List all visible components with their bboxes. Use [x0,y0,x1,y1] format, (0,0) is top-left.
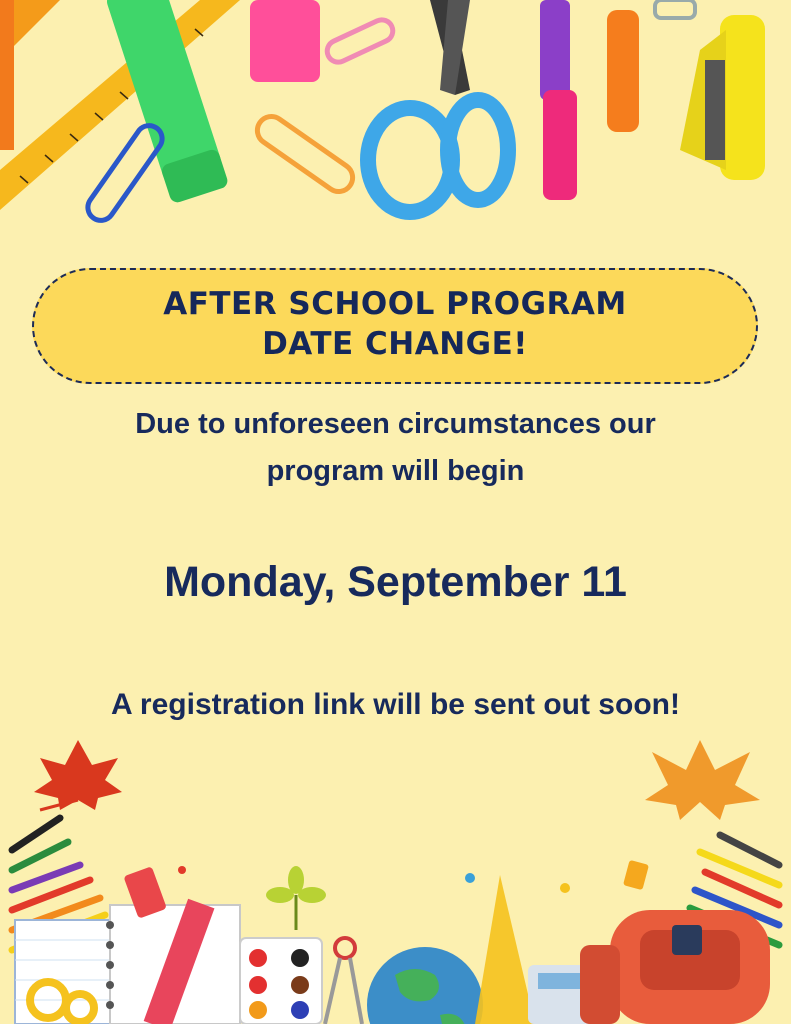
start-date: Monday, September 11 [164,558,627,606]
pushpin-icon [178,866,570,893]
paint-palette-icon [240,938,322,1024]
pink-highlighter-icon [250,0,320,82]
title-banner [32,268,758,384]
maple-leaf-icon [34,740,122,810]
registration-notice: A registration link will be sent out soon! [111,688,680,721]
orange-marker-icon [607,10,639,132]
sprout-icon [266,866,326,930]
scissors-icon [368,0,508,212]
backpack-icon [580,910,770,1024]
binder-clip-icon [655,0,695,18]
banner-title-line1: AFTER SCHOOL PROGRAM [163,286,627,322]
marker-icon [540,0,577,200]
bottom-supplies-illustration [0,730,791,1024]
triangle-ruler-icon [475,875,535,1024]
crayon-icon [0,0,14,150]
intro-text-line1: Due to unforeseen circumstances our [135,408,656,440]
compass-icon [325,938,362,1024]
banner-title-line2: DATE CHANGE! [262,326,528,362]
stapler-icon [680,15,765,180]
globe-icon [367,947,483,1024]
autumn-leaf-icon [645,740,760,820]
intro-text-line2: program will begin [266,455,525,487]
sharpener-icon [623,860,649,890]
top-supplies-illustration [0,0,791,250]
